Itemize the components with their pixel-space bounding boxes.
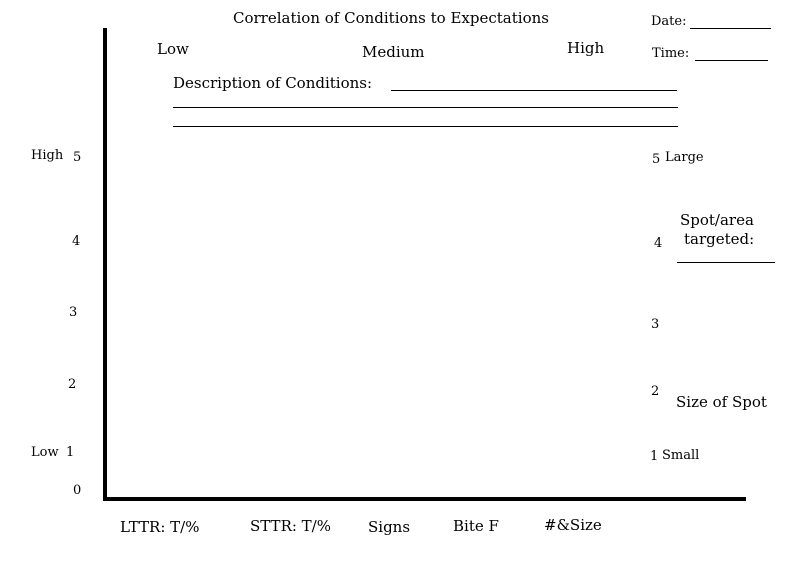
left-tick-1: 1 — [66, 445, 75, 460]
size-of-spot-label: Size of Spot — [676, 393, 767, 411]
date-label: Date: — [651, 14, 687, 29]
bottom-label-lttr: LTTR: T/% — [120, 518, 200, 536]
right-tick-2: 2 — [651, 384, 660, 399]
left-tick-4: 4 — [72, 234, 81, 249]
left-tick-0: 0 — [73, 483, 82, 498]
left-tick-3: 3 — [69, 305, 78, 320]
left-axis-high-label: High — [31, 148, 64, 163]
right-tick-3: 3 — [651, 317, 660, 332]
y-axis-line — [103, 28, 107, 501]
bottom-label-sttr: STTR: T/% — [250, 517, 331, 535]
form-title: Correlation of Conditions to Expectations — [233, 9, 549, 27]
time-field-line[interactable] — [695, 60, 768, 61]
bottom-label-bite-f: Bite F — [453, 517, 499, 535]
left-axis-low-label: Low — [31, 445, 59, 460]
right-tick-1: 1 — [650, 449, 659, 464]
date-field-line[interactable] — [690, 28, 771, 29]
right-tick-4: 4 — [654, 236, 663, 251]
description-line-1[interactable] — [391, 90, 677, 91]
x-axis-line — [103, 497, 746, 501]
description-line-3[interactable] — [173, 126, 678, 127]
time-label: Time: — [652, 46, 690, 61]
bottom-label-signs: Signs — [368, 518, 411, 536]
left-tick-5: 5 — [73, 150, 82, 165]
spot-targeted-label-line1: Spot/area — [680, 211, 754, 229]
description-label: Description of Conditions: — [173, 74, 373, 92]
right-axis-large-label: Large — [665, 150, 704, 165]
expectation-low-label: Low — [157, 40, 189, 58]
expectation-medium-label: Medium — [362, 43, 425, 61]
right-tick-5: 5 — [652, 152, 661, 167]
spot-targeted-label-line2: targeted: — [684, 230, 755, 248]
right-axis-small-label: Small — [662, 448, 700, 463]
bottom-label-number-size: #&Size — [544, 516, 602, 534]
spot-targeted-field-line[interactable] — [677, 262, 775, 263]
expectation-high-label: High — [567, 39, 605, 57]
left-tick-2: 2 — [68, 377, 77, 392]
description-line-2[interactable] — [173, 107, 678, 108]
